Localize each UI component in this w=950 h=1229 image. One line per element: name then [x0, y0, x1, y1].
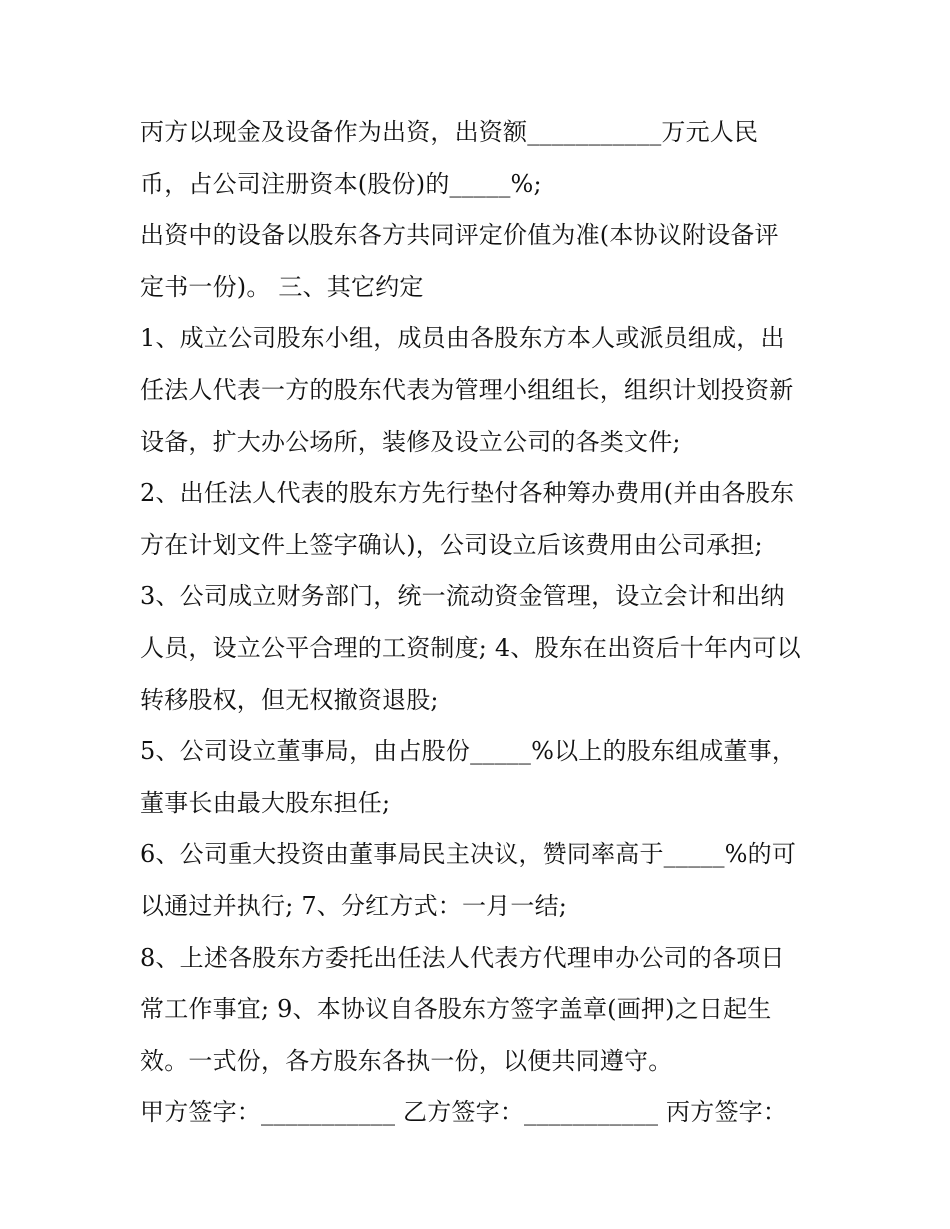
- text-line: 董事长由最大股东担任;: [140, 788, 391, 817]
- text-line: 定书一份)。 三、其它约定: [140, 272, 424, 301]
- text-line: 1、成立公司股东小组，成员由各股东方本人或派员组成，出: [140, 324, 785, 353]
- text-line: 转移股权，但无权撤资退股;: [140, 685, 439, 714]
- text-line: 2、出任法人代表的股东方先行垫付各种筹办费用(并由各股东: [140, 479, 795, 508]
- agreement-text: [140, 107, 830, 1139]
- text-line: 方在计划文件上签字确认)，公司设立后该费用由公司承担;: [140, 530, 763, 559]
- text-line: 5、公司设立董事局，由占股份_____%以上的股东组成董事，: [140, 737, 797, 766]
- signature-line: 甲方签字：___________ 乙方签字：___________ 丙方签字：: [140, 1098, 788, 1127]
- text-line: 效。一式份，各方股东各执一份，以便共同遵守。: [140, 1046, 673, 1075]
- text-line: 常工作事宜; 9、本协议自各股东方签字盖章(画押)之日起生: [140, 995, 772, 1024]
- text-line: 币，占公司注册资本(股份)的_____%;: [140, 169, 542, 198]
- text-line: 3、公司成立财务部门，统一流动资金管理，设立会计和出纳: [140, 582, 785, 611]
- text-line: 8、上述各股东方委托出任法人代表方代理申办公司的各项日: [140, 943, 785, 972]
- text-line: 人员，设立公平合理的工资制度; 4、股东在出资后十年内可以: [140, 633, 801, 662]
- text-line: 丙方以现金及设备作为出资，出资额___________万元人民: [140, 118, 759, 146]
- text-line: 出资中的设备以股东各方共同评定价值为准(本协议附设备评: [140, 221, 779, 250]
- text-line: 设备，扩大办公场所，装修及设立公司的各类文件;: [140, 427, 681, 456]
- text-line: 以通过并执行; 7、分红方式：一月一结;: [140, 891, 568, 920]
- text-line: 任法人代表一方的股东代表为管理小组组长，组织计划投资新: [140, 375, 794, 404]
- text-line: 6、公司重大投资由董事局民主决议，赞同率高于_____%的可: [140, 840, 797, 869]
